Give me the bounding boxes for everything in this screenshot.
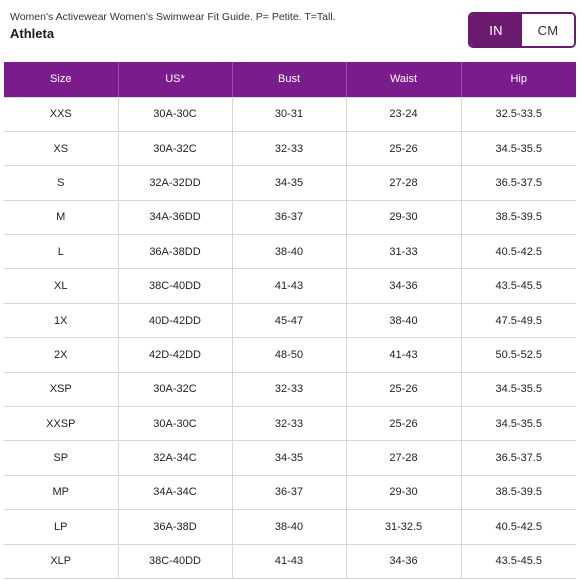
brand-name: Athleta xyxy=(10,26,55,41)
column-header-us: US* xyxy=(118,62,232,97)
column-header-bust: Bust xyxy=(232,62,346,97)
waist-cell: 25-26 xyxy=(346,407,461,441)
table-row xyxy=(4,544,576,578)
hip-cell: 34.5-35.5 xyxy=(461,372,576,406)
waist-cell: 34-36 xyxy=(346,269,461,303)
hip-cell: 36.5-37.5 xyxy=(461,166,576,200)
hip-cell: 43.5-45.5 xyxy=(461,269,576,303)
unit-option-cm[interactable]: CM xyxy=(522,14,574,46)
table-row xyxy=(4,303,576,337)
bust-cell: 41-43 xyxy=(232,269,346,303)
table-row xyxy=(4,510,576,544)
table-body xyxy=(4,97,576,578)
us-cell: 30A-32C xyxy=(118,131,232,165)
waist-cell: 38-40 xyxy=(346,303,461,337)
bust-cell: 32-33 xyxy=(232,372,346,406)
unit-toggle[interactable] xyxy=(468,12,576,48)
size-cell: L xyxy=(4,235,118,269)
hip-cell: 34.5-35.5 xyxy=(461,407,576,441)
column-header-size: Size xyxy=(4,62,118,97)
waist-cell: 31-33 xyxy=(346,235,461,269)
hip-cell: 38.5-39.5 xyxy=(461,200,576,234)
table-row xyxy=(4,407,576,441)
bust-cell: 41-43 xyxy=(232,544,346,578)
hip-cell: 36.5-37.5 xyxy=(461,441,576,475)
table-row xyxy=(4,131,576,165)
bust-cell: 34-35 xyxy=(232,166,346,200)
size-cell: 2X xyxy=(4,338,118,372)
table-row xyxy=(4,97,576,131)
fit-guide-subtitle: Women's Activewear Women's Swimwear Fit Guide. P= Petite. T=Tall. xyxy=(10,11,336,23)
hip-cell: 50.5-52.5 xyxy=(461,338,576,372)
table-row xyxy=(4,269,576,303)
size-cell: SP xyxy=(4,441,118,475)
size-cell: XS xyxy=(4,131,118,165)
size-cell: LP xyxy=(4,510,118,544)
waist-cell: 25-26 xyxy=(346,372,461,406)
us-cell: 38C-40DD xyxy=(118,544,232,578)
waist-cell: 31-32.5 xyxy=(346,510,461,544)
bust-cell: 30-31 xyxy=(232,97,346,131)
size-table xyxy=(4,62,576,579)
us-cell: 40D-42DD xyxy=(118,303,232,337)
unit-option-in[interactable]: IN xyxy=(470,14,522,46)
table-row xyxy=(4,338,576,372)
waist-cell: 29-30 xyxy=(346,200,461,234)
us-cell: 32A-32DD xyxy=(118,166,232,200)
table-row xyxy=(4,166,576,200)
column-header-hip: Hip xyxy=(461,62,576,97)
hip-cell: 40.5-42.5 xyxy=(461,235,576,269)
page-header xyxy=(10,10,430,42)
table-row xyxy=(4,235,576,269)
bust-cell: 32-33 xyxy=(232,407,346,441)
waist-cell: 34-36 xyxy=(346,544,461,578)
hip-cell: 38.5-39.5 xyxy=(461,475,576,509)
waist-cell: 27-28 xyxy=(346,166,461,200)
waist-cell: 27-28 xyxy=(346,441,461,475)
hip-cell: 32.5-33.5 xyxy=(461,97,576,131)
table-row xyxy=(4,475,576,509)
column-header-waist: Waist xyxy=(346,62,461,97)
us-cell: 34A-34C xyxy=(118,475,232,509)
us-cell: 36A-38D xyxy=(118,510,232,544)
hip-cell: 47.5-49.5 xyxy=(461,303,576,337)
size-cell: S xyxy=(4,166,118,200)
us-cell: 30A-30C xyxy=(118,407,232,441)
size-cell: XL xyxy=(4,269,118,303)
bust-cell: 36-37 xyxy=(232,475,346,509)
bust-cell: 45-47 xyxy=(232,303,346,337)
hip-cell: 40.5-42.5 xyxy=(461,510,576,544)
size-cell: M xyxy=(4,200,118,234)
size-cell: XXSP xyxy=(4,407,118,441)
table-header-row xyxy=(4,62,576,97)
bust-cell: 38-40 xyxy=(232,235,346,269)
table-row xyxy=(4,441,576,475)
bust-cell: 48-50 xyxy=(232,338,346,372)
us-cell: 42D-42DD xyxy=(118,338,232,372)
waist-cell: 25-26 xyxy=(346,131,461,165)
us-cell: 30A-30C xyxy=(118,97,232,131)
bust-cell: 38-40 xyxy=(232,510,346,544)
table-row xyxy=(4,372,576,406)
hip-cell: 43.5-45.5 xyxy=(461,544,576,578)
bust-cell: 36-37 xyxy=(232,200,346,234)
hip-cell: 34.5-35.5 xyxy=(461,131,576,165)
us-cell: 32A-34C xyxy=(118,441,232,475)
size-cell: MP xyxy=(4,475,118,509)
size-cell: 1X xyxy=(4,303,118,337)
waist-cell: 41-43 xyxy=(346,338,461,372)
us-cell: 36A-38DD xyxy=(118,235,232,269)
size-chart xyxy=(4,62,576,579)
us-cell: 30A-32C xyxy=(118,372,232,406)
size-cell: XLP xyxy=(4,544,118,578)
size-cell: XSP xyxy=(4,372,118,406)
us-cell: 34A-36DD xyxy=(118,200,232,234)
bust-cell: 32-33 xyxy=(232,131,346,165)
table-row xyxy=(4,200,576,234)
size-cell: XXS xyxy=(4,97,118,131)
waist-cell: 23-24 xyxy=(346,97,461,131)
us-cell: 38C-40DD xyxy=(118,269,232,303)
waist-cell: 29-30 xyxy=(346,475,461,509)
bust-cell: 34-35 xyxy=(232,441,346,475)
